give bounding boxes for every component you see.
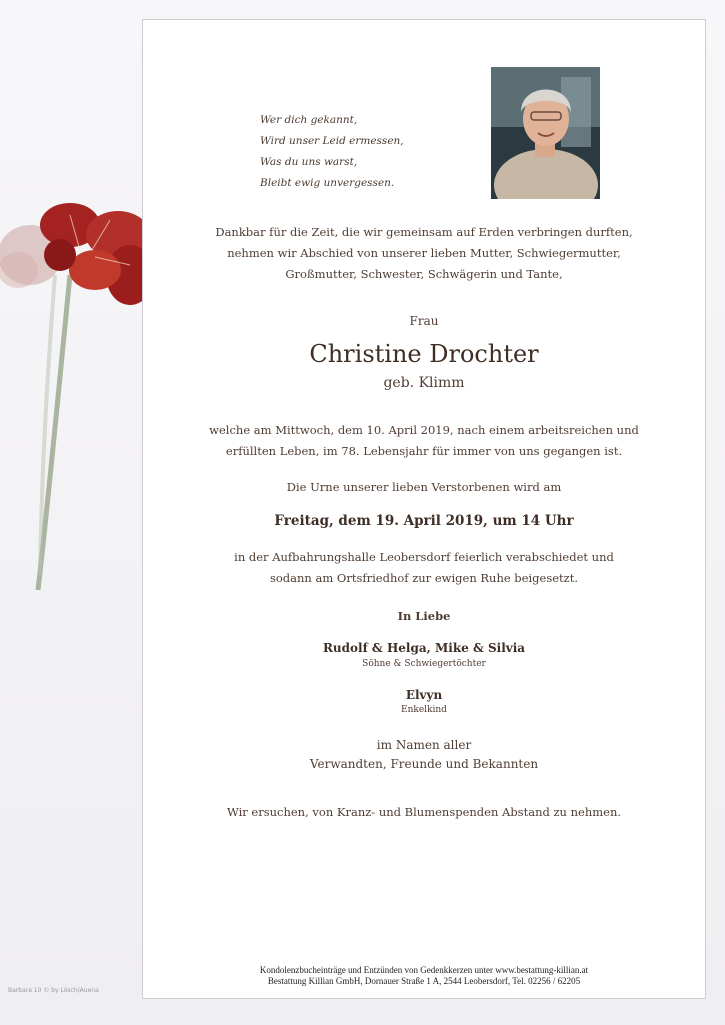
family2-relation: Enkelkind xyxy=(401,705,447,715)
intro-text xyxy=(143,222,705,285)
footer-line-condolences: Kondolenzbucheinträge und Entzünden von Gedenkkerzen unter www.bestattung-killian.at xyxy=(259,965,589,975)
others-mourners xyxy=(143,736,705,774)
poem-line: Was du uns warst, xyxy=(260,156,358,168)
portrait-photo-icon xyxy=(491,67,600,199)
footer xyxy=(143,965,705,987)
birth-name: geb. Klimm xyxy=(383,375,465,391)
footer-line-address: Bestattung Killian GmbH, Dornauer Straße 1 A, 2544 Leobersdorf, Tel. 02256 / 62205 xyxy=(267,976,581,986)
ceremony-line: sodann am Ortsfriedhof zur ewigen Ruhe beigesetzt. xyxy=(269,571,578,585)
family1-relation: Söhne & Schwiegertöchter xyxy=(362,659,486,669)
intro-line: Dankbar für die Zeit, die wir gemeinsam auf Erden verbringen durften, xyxy=(215,225,633,239)
flower-request: Wir ersuchen, von Kranz- und Blumenspenden Abstand zu nehmen. xyxy=(226,805,622,819)
death-notice-line: erfüllten Leben, im 78. Lebensjahr für immer von uns gegangen ist. xyxy=(225,444,623,458)
poem-line: Wird unser Leid ermessen, xyxy=(260,135,404,147)
others-line: im Namen aller xyxy=(376,738,472,752)
image-credit: Barbara 10 © by Lösch/Auena xyxy=(8,987,99,994)
salutation: Frau xyxy=(409,314,439,328)
death-notice xyxy=(143,420,705,462)
urn-text: Die Urne unserer lieben Verstorbenen wird am xyxy=(286,480,562,494)
ceremony-line: in der Aufbahrungshalle Leobersdorf feierlich verabschiedet und xyxy=(234,550,614,564)
family2-names: Elvyn xyxy=(405,688,443,702)
poem xyxy=(260,110,480,194)
obituary-card xyxy=(142,19,706,999)
intro-line: Großmutter, Schwester, Schwägerin und Tante, xyxy=(285,267,563,281)
deceased-name: Christine Drochter xyxy=(309,340,539,368)
mourners-heading: In Liebe xyxy=(397,609,451,623)
poem-line: Wer dich gekannt, xyxy=(260,114,358,126)
intro-line: nehmen wir Abschied von unserer lieben Mutter, Schwiegermutter, xyxy=(227,246,621,260)
death-notice-line: welche am Mittwoch, dem 10. April 2019, nach einem arbeitsreichen und xyxy=(209,423,639,437)
ceremony-date: Freitag, dem 19. April 2019, um 14 Uhr xyxy=(274,513,574,529)
others-line: Verwandten, Freunde und Bekannten xyxy=(309,757,539,771)
ceremony-details xyxy=(143,547,705,589)
family1-names: Rudolf & Helga, Mike & Silvia xyxy=(322,641,526,655)
poem-line: Bleibt ewig unvergessen. xyxy=(260,177,395,189)
